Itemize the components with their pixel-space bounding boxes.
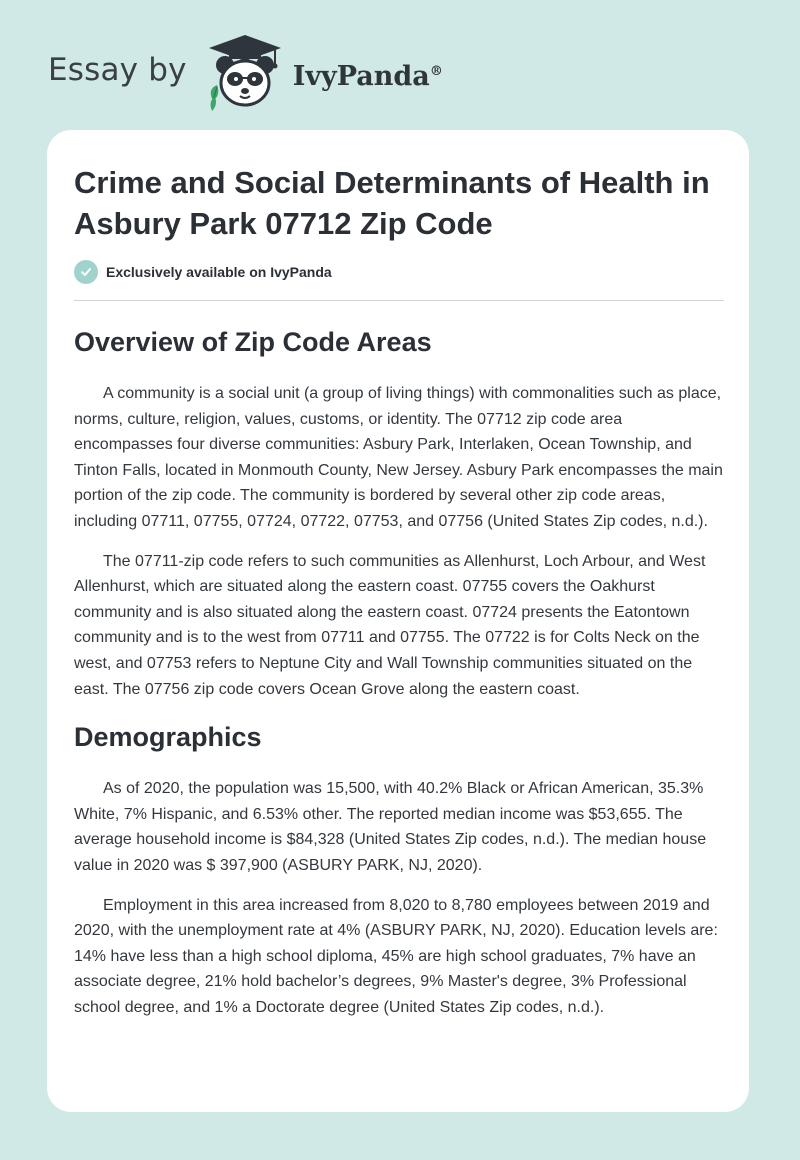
- brand-header[interactable]: [48, 28, 443, 118]
- check-circle-icon: [74, 260, 98, 284]
- panda-graduate-icon: [203, 31, 287, 115]
- brand-name: IvyPanda®: [292, 60, 443, 92]
- paragraph: The 07711-zip code refers to such communities as Allenhurst, Loch Arbour, and West Allenhurst, which are situated along the eastern coast. 07755 covers the Oakhurst community and is also situated along the eastern coast. 07724 presents the Eatontown community and is to the west from 07711 and 07755. The 07722 is for Colts Neck on the west, and 07753 refers to Neptune City and Wall Township communities situated on the east. The 07756 zip code covers Ocean Grove along the eastern coast.: [74, 552, 706, 698]
- registered-mark: ®: [429, 63, 443, 79]
- exclusive-badge: [74, 258, 724, 286]
- paragraph: Employment in this area increased from 8,020 to 8,780 employees between 2019 and 2020, with the unemployment rate at 4% (ASBURY PARK, NJ, 2020). Education levels are: 14% have less than a high school diploma, 45% are high school graduates, 7% have an associate degree, 21% hold bachelor’s degrees, 9% Master's degree, 3% Professional school degree, and 1% a Doctorate degree (United States Zip codes, n.d.).: [74, 896, 718, 1016]
- section-overview: [74, 325, 724, 702]
- page-title: Crime and Social Determinants of Health in Asbury Park 07712 Zip Code: [74, 165, 710, 241]
- brand-prefix: Essay by: [48, 52, 187, 88]
- paragraph: A community is a social unit (a group of living things) with commonalities such as place, norms, culture, religion, values, customs, or identity. The 07712 zip code area encompasses four diverse communities: Asbury Park, Interlaken, Ocean Township, and Tinton Falls, located in Monmouth County, New Jersey. Asbury Park encompasses the main portion of the zip code. The community is bordered by several other zip code areas, including 07711, 07755, 07724, 07722, 07753, and 07756 (United States Zip codes, n.d.).: [74, 385, 723, 530]
- section-heading: Demographics: [74, 722, 262, 753]
- section-demographics: [74, 720, 724, 1020]
- article-card: [47, 130, 749, 1112]
- paragraph: As of 2020, the population was 15,500, with 40.2% Black or African American, 35.3% White, 7% Hispanic, and 6.53% other. The reported median income was $53,655. The average household income is $84,328 (United States Zip codes, n.d.). The median house value in 2020 was $ 397,900 (ASBURY PARK, NJ, 2020).: [74, 780, 707, 874]
- divider: [74, 300, 724, 301]
- badge-label: Exclusively available on IvyPanda: [106, 264, 332, 280]
- section-heading: Overview of Zip Code Areas: [74, 327, 432, 357]
